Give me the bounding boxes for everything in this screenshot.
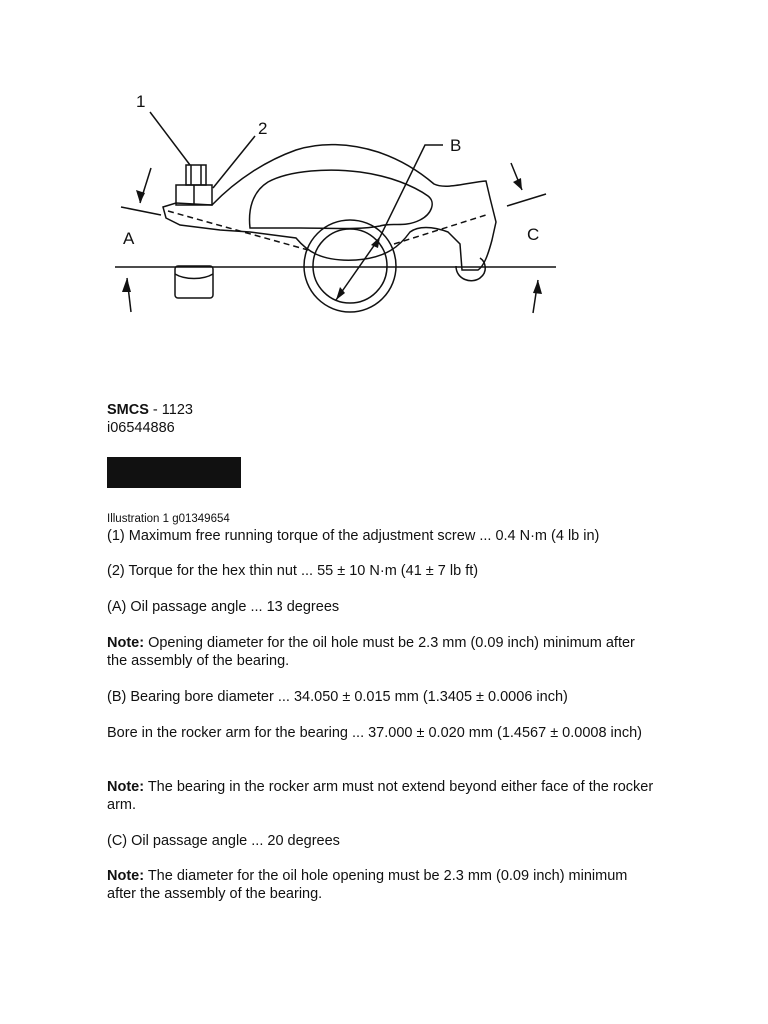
redaction-bar	[107, 457, 241, 488]
rocker-arm-body	[163, 145, 496, 270]
note-3	[107, 867, 659, 903]
bearing-inner	[313, 229, 387, 303]
rocker-recess	[250, 170, 433, 228]
note-3-text: The diameter for the oil hole opening must be 2.3 mm (0.09 inch) minimum after the assembly of the bearing.	[107, 868, 628, 902]
callout-b: B	[450, 136, 462, 155]
note-3-label: Note:	[107, 868, 145, 884]
angle-a-tick	[121, 207, 161, 215]
note-1-label: Note:	[107, 635, 145, 651]
rocker-arm-illustration	[0, 0, 768, 360]
spec-line-a: (A) Oil passage angle ... 13 degrees	[107, 599, 340, 615]
bore-spec: Bore in the rocker arm for the bearing ... 37.000 ± 0.020 mm (1.4567 ± 0.0008 inch)	[107, 725, 642, 741]
angle-c-tick	[507, 194, 546, 206]
note-2	[107, 778, 659, 814]
callout-c: C	[527, 225, 540, 244]
smcs-label: SMCS	[107, 402, 149, 418]
note-1-text: Opening diameter for the oil hole must be 2.3 mm (0.09 inch) minimum after the assembly of the bearing.	[107, 635, 635, 669]
callout-1: 1	[136, 92, 146, 111]
adjustment-screw	[186, 165, 206, 185]
callout-a: A	[123, 229, 135, 248]
smcs-value: - 1123	[148, 402, 193, 418]
smcs-line	[107, 401, 193, 419]
spec-line-b: (B) Bearing bore diameter ... 34.050 ± 0.015 mm (1.3405 ± 0.0006 inch)	[107, 689, 568, 705]
note-2-text: The bearing in the rocker arm must not extend beyond either face of the rocker arm.	[107, 779, 654, 813]
doc-id: i06544886	[107, 420, 175, 436]
note-1	[107, 634, 659, 670]
leader-2	[213, 136, 255, 188]
oil-passage-a	[168, 211, 308, 250]
spec-line-1: (1) Maximum free running torque of the adjustment screw ... 0.4 N·m (4 lb in)	[107, 528, 600, 544]
illustration-caption: Illustration 1 g01349654	[107, 513, 230, 525]
spec-line-c: (C) Oil passage angle ... 20 degrees	[107, 833, 340, 849]
spec-line-2: (2) Torque for the hex thin nut ... 55 ± 10 N·m (41 ± 7 lb ft)	[107, 563, 479, 579]
note-2-label: Note:	[107, 779, 145, 795]
leader-1	[150, 112, 190, 165]
bottom-cylinder	[175, 266, 213, 298]
callout-2: 2	[258, 119, 268, 138]
